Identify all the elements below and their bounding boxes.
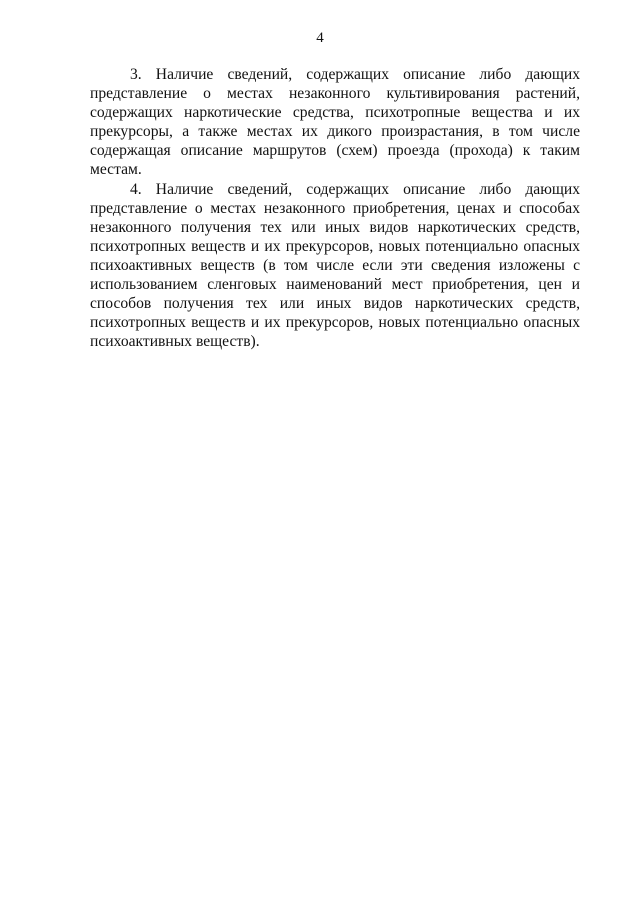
text-line: психоактивных веществ (в том числе если эти сведения изложены с: [90, 256, 580, 274]
text-line: психотропных веществ и их прекурсоров, новых потенциально опасных: [90, 314, 580, 332]
paragraph-3: [90, 65, 580, 180]
text-line: 4. Наличие сведений, содержащих описание либо дающих: [130, 180, 580, 198]
text-line: представление о местах незаконного культивирования растений,: [90, 85, 580, 103]
text-line: содержащих наркотические средства, психотропные вещества и их: [90, 104, 580, 122]
text-line: незаконного получения тех или иных видов наркотических средств,: [90, 218, 580, 236]
text-line: 3. Наличие сведений, содержащих описание либо дающих: [130, 66, 580, 83]
text-line: способов получения тех или иных видов наркотических средств,: [90, 295, 580, 313]
page-number: 4: [316, 30, 324, 46]
text-line: использованием сленговых наименований мест приобретения, цен и: [90, 276, 580, 294]
paragraph-4: [90, 180, 580, 352]
text-line: прекурсоры, а также местах их дикого произрастания, в том числе: [90, 123, 580, 141]
text-line: представление о местах незаконного приобретения, ценах и способах: [90, 199, 580, 217]
document-body: [90, 65, 580, 351]
text-line: содержащая описание маршрутов (схем) проезда (прохода) к таким: [90, 142, 580, 160]
text-line: местам.: [90, 161, 142, 179]
text-line: психотропных веществ и их прекурсоров, новых потенциально опасных: [90, 237, 580, 255]
text-line: психоактивных веществ).: [90, 333, 260, 351]
